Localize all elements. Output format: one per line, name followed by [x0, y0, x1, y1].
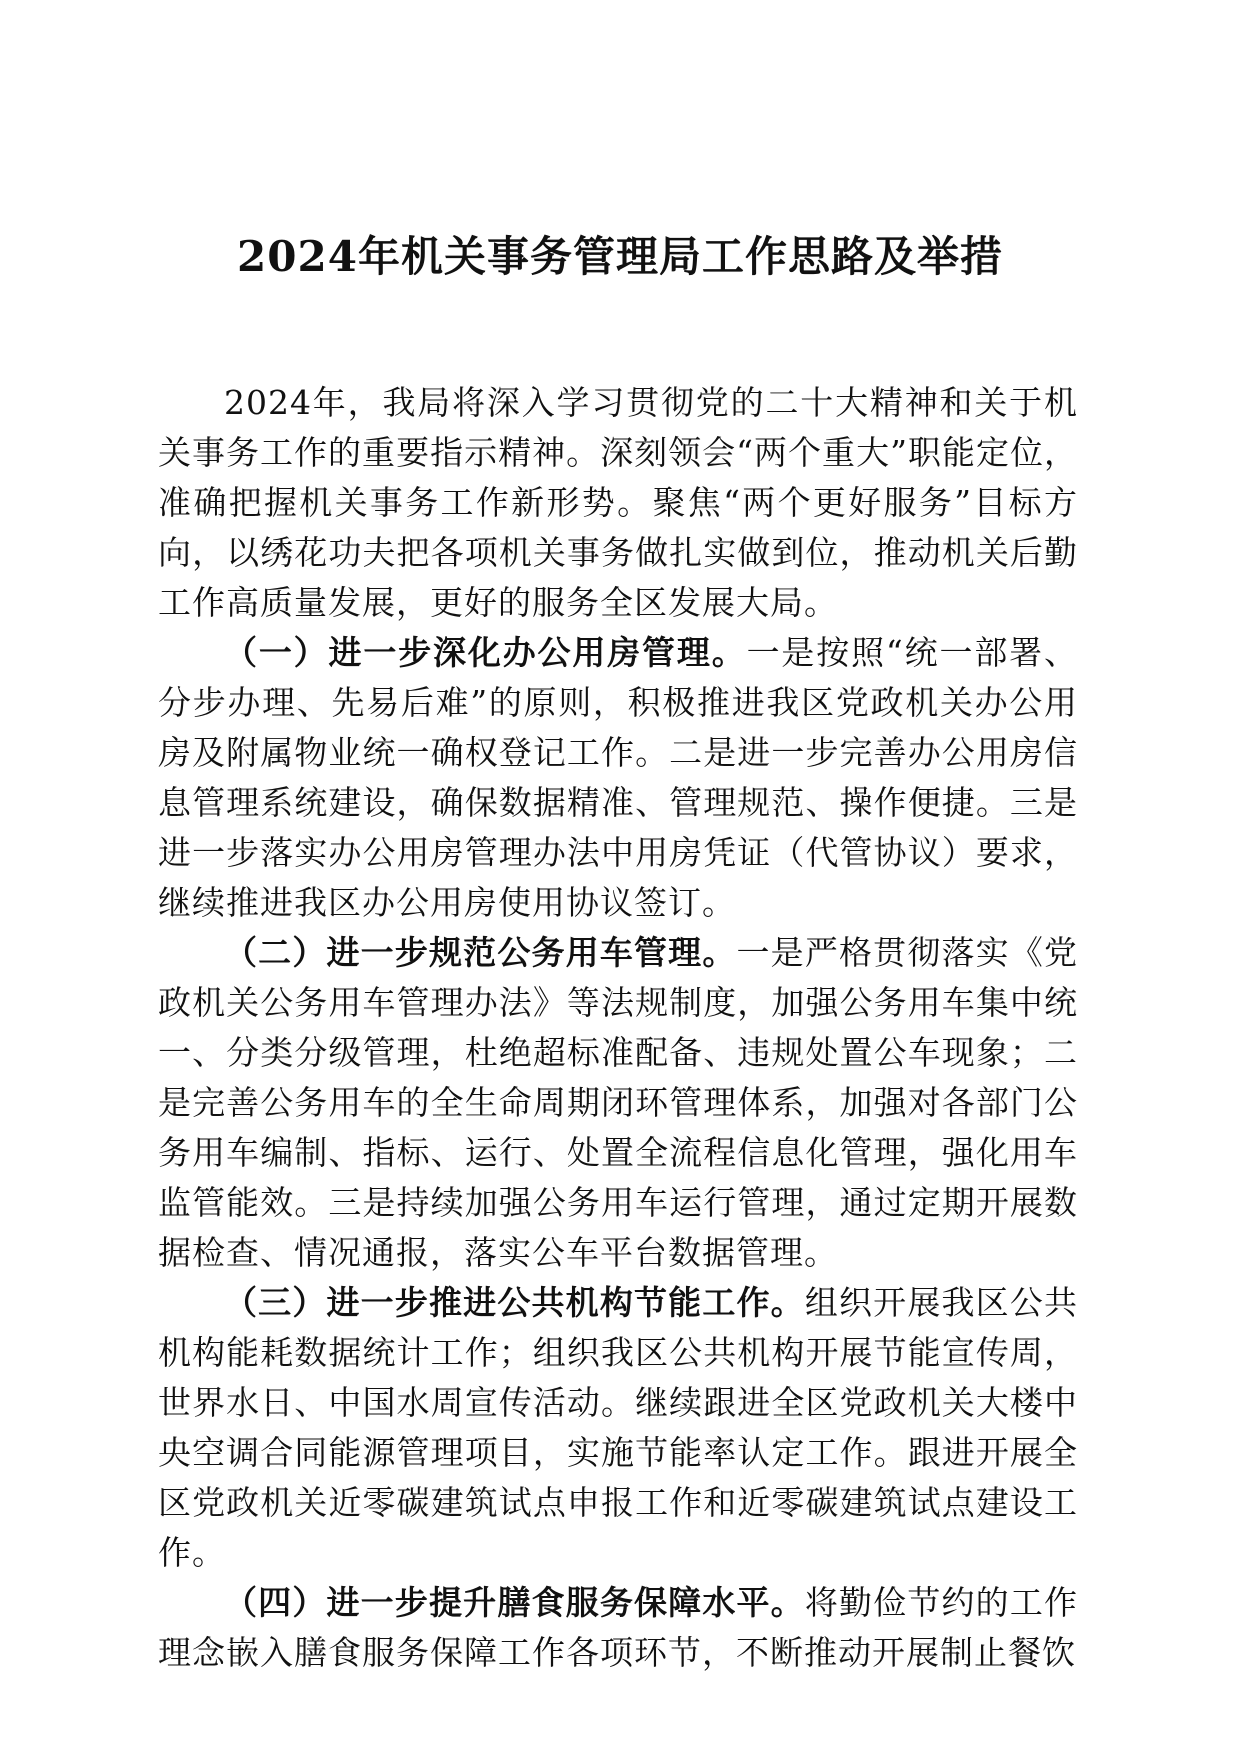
- section-heading-1: （一）进一步深化办公用房管理。: [224, 633, 747, 672]
- section-text-2: 一是严格贯彻落实《党政机关公务用车管理办法》等法规制度，加强公务用车集中统一、分类分级管理，杜绝超标准配备、违规处置公车现象；二是完善公务用车的全生命周期闭环管理体系，加强对各部门公务用车编制、指标、运行、处置全流程信息化管理，强化用车监管能效。三是持续加强公务用车运行管理，通过定期开展数据检查、情况通报，落实公车平台数据管理。: [158, 933, 1079, 1272]
- section-paragraph-2: [158, 928, 1078, 1278]
- document-title: 2024年机关事务管理局工作思路及举措: [237, 232, 1003, 281]
- section-paragraph-3: [158, 1278, 1078, 1578]
- section-paragraph-4: [158, 1578, 1078, 1678]
- section-paragraph-1: [158, 628, 1078, 928]
- section-text-1: 一是按照“统一部署、分步办理、先易后难”的原则，积极推进我区党政机关办公用房及附属物业统一确权登记工作。二是进一步完善办公用房信息管理系统建设，确保数据精准、管理规范、操作便捷。三是进一步落实办公用房管理办法中用房凭证（代管协议）要求，继续推进我区办公用房使用协议签订。: [158, 633, 1078, 922]
- section-text-3: 组织开展我区公共机构能耗数据统计工作；组织我区公共机构开展节能宣传周，世界水日、中国水周宣传活动。继续跟进全区党政机关大楼中央空调合同能源管理项目，实施节能率认定工作。跟进开展全区党政机关近零碳建筑试点申报工作和近零碳建筑试点建设工作。: [158, 1283, 1079, 1572]
- section-heading-2: （二）进一步规范公务用车管理。: [224, 933, 737, 972]
- document-body: [158, 378, 1078, 1678]
- section-heading-3: （三）进一步推进公共机构节能工作。: [224, 1283, 805, 1322]
- section-text-4: 将勤俭节约的工作理念嵌入膳食服务保障工作各项环节，不断推动开展制止餐饮: [158, 1583, 1079, 1672]
- section-heading-4: （四）进一步提升膳食服务保障水平。: [224, 1583, 805, 1622]
- intro-paragraph: 2024年，我局将深入学习贯彻党的二十大精神和关于机关事务工作的重要指示精神。深刻领会“两个重大”职能定位，准确把握机关事务工作新形势。聚焦“两个更好服务”目标方向，以绣花功夫把各项机关事务做扎实做到位，推动机关后勤工作高质量发展，更好的服务全区发展大局。: [158, 383, 1078, 622]
